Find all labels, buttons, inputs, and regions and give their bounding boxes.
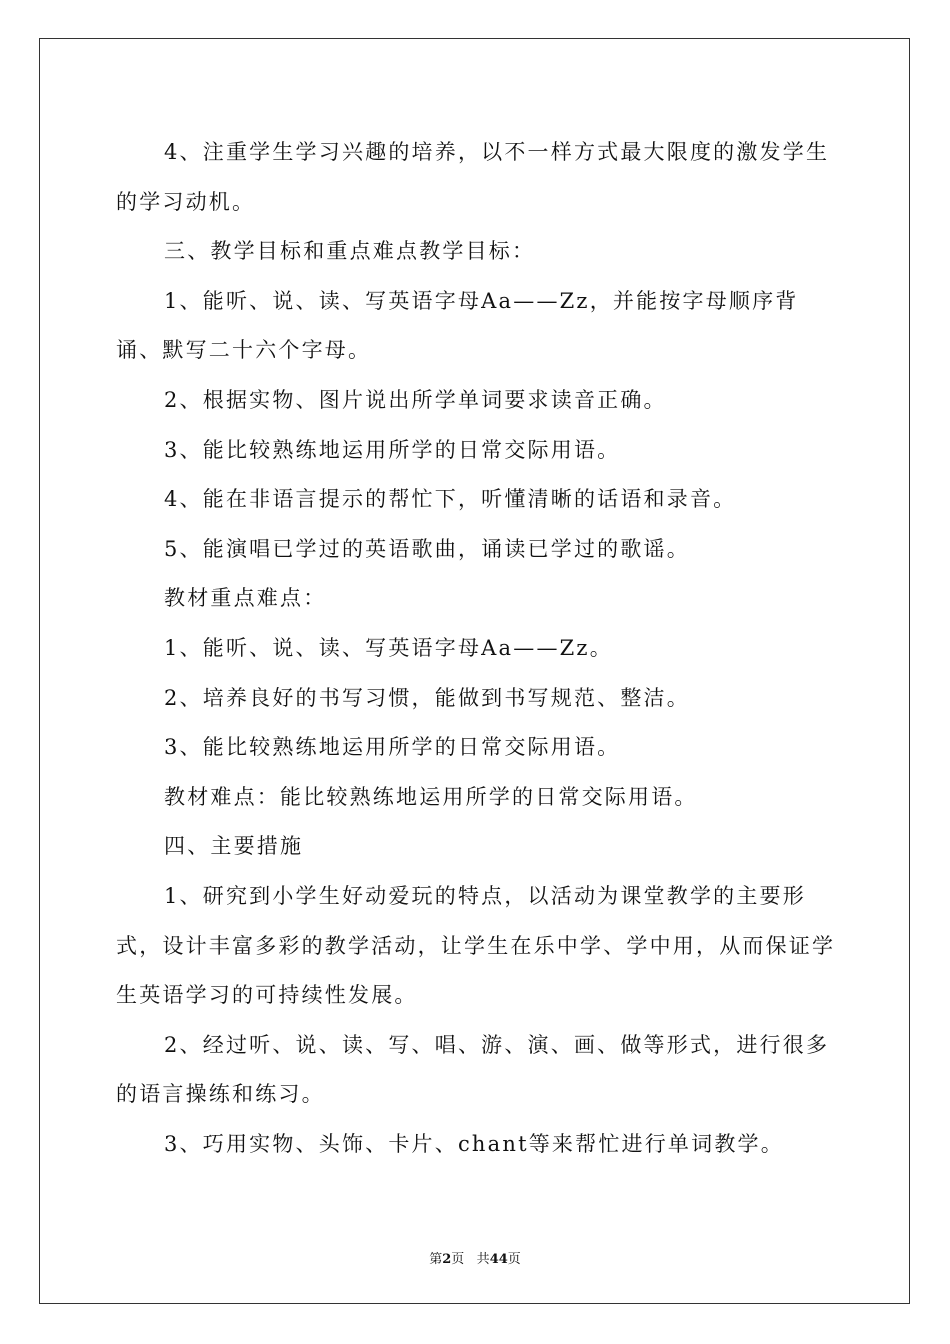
paragraph: 1、能听、说、读、写英语字母Aa——Zz，并能按字母顺序背诵、默写二十六个字母。 bbox=[116, 288, 799, 363]
paragraph: 2、培养良好的书写习惯，能做到书写规范、整洁。 bbox=[164, 685, 690, 710]
total-suffix: 页 bbox=[507, 1252, 521, 1267]
document-body bbox=[116, 128, 840, 1169]
paragraph: 1、能听、说、读、写英语字母Aa——Zz。 bbox=[164, 635, 613, 660]
paragraph: 4、能在非语言提示的帮忙下，听懂清晰的话语和录音。 bbox=[164, 487, 737, 512]
paragraph: 4、注重学生学习兴趣的培养，以不一样方式最大限度的激发学生的学习动机。 bbox=[116, 140, 830, 214]
paragraph: 1、研究到小学生好动爱玩的特点，以活动为课堂教学的主要形式，设计丰富多彩的教学活动，让学生在乐中学、学中用，从而保证学生英语学习的可持续性发展。 bbox=[116, 883, 836, 1008]
paragraph: 3、能比较熟练地运用所学的日常交际用语。 bbox=[164, 735, 621, 760]
paragraph: 教材难点：能比较熟练地运用所学的日常交际用语。 bbox=[164, 784, 698, 809]
paragraph: 3、巧用实物、头饰、卡片、chant等来帮忙进行单词教学。 bbox=[164, 1131, 784, 1156]
page-number: 2 bbox=[442, 1252, 452, 1267]
paragraph: 3、能比较熟练地运用所学的日常交际用语。 bbox=[164, 437, 621, 462]
paragraph: 5、能演唱已学过的英语歌曲，诵读已学过的歌谣。 bbox=[164, 536, 690, 561]
total-prefix: 共 bbox=[476, 1252, 490, 1267]
total-pages: 44 bbox=[489, 1252, 508, 1267]
section-heading: 四、主要措施 bbox=[164, 834, 304, 859]
page-suffix: 页 bbox=[451, 1252, 465, 1267]
paragraph: 三、教学目标和重点难点教学目标： bbox=[164, 239, 536, 264]
section-heading: 教材重点难点： bbox=[164, 586, 327, 611]
paragraph: 2、根据实物、图片说出所学单词要求读音正确。 bbox=[164, 387, 667, 412]
page-prefix: 第 bbox=[429, 1252, 443, 1267]
page-footer bbox=[0, 1248, 950, 1267]
paragraph: 2、经过听、说、读、写、唱、游、演、画、做等形式，进行很多的语言操练和练习。 bbox=[116, 1032, 830, 1107]
